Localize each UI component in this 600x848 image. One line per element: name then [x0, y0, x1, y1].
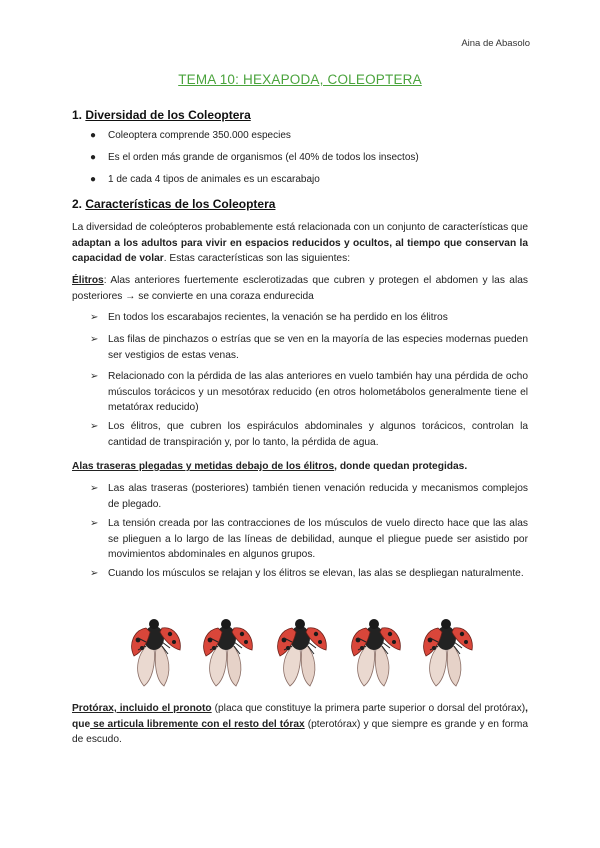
bullet-icon: ● — [90, 174, 97, 185]
arrow-bullet-icon: ➢ — [90, 483, 99, 494]
section2-intro: La diversidad de coleópteros probablemente está relacionada con un conjunto de características que adaptan a los adultos para vivir en espacios reducidos y ocultos, al tiempo que conservan la capacidad de volar. Estas características son las siguientes: — [72, 222, 528, 264]
list-item: ➢ La tensión creada por las contracciones de los músculos de vuelo directo hace que las alas se plieguen a lo largo de las líneas de debilidad, aunque el pliegue puede ser asistido por movimientos abdominales en algunos grupos. — [90, 518, 528, 560]
arrow-bullet-icon: ➢ — [90, 518, 99, 529]
arrow-bullet-icon: ➢ — [90, 334, 99, 345]
arrow-bullet-icon: ➢ — [90, 371, 99, 382]
alas-term: Alas traseras plegadas y metidas debajo de los élitros — [72, 461, 335, 472]
ladybug-stage-5 — [424, 619, 473, 686]
list-item: ➢ Los élitros, que cubren los espiráculos abdominales y algunos torácicos, controlan la cantidad de transpiración y, por lo tanto, la pérdida de agua. — [90, 421, 528, 448]
list-item: ● Coleoptera comprende 350.000 especies — [90, 130, 291, 141]
ladybug-stage-1 — [132, 619, 181, 686]
bullet-icon: ● — [90, 130, 97, 141]
list-item: ➢ Las alas traseras (posteriores) también tienen venación reducida y mecanismos complejos de plegado. — [90, 483, 528, 510]
list-item: ➢ Las filas de pinchazos o estrías que se ven en la mayoría de las especies modernas pueden ser vestigios de estas venas. — [90, 334, 528, 361]
elitros-definition: Élitros: Alas anteriores fuertemente esclerotizadas que cubren y protegen el abdomen y las alas posteriores → se convierte en una coraza endurecida — [72, 275, 528, 302]
articulation-term: se articula libremente con el resto del tórax — [90, 718, 305, 730]
arrow-bullet-icon: ➢ — [90, 312, 99, 323]
protorax-term: Protórax, incluido el pronoto — [72, 703, 212, 714]
section2-title: Características de los Coleoptera — [85, 197, 276, 211]
list-item: ● 1 de cada 4 tipos de animales es un escarabajo — [90, 174, 320, 185]
section2-number: 2. — [72, 197, 83, 211]
list-item: ➢ Relacionado con la pérdida de las alas anteriores en vuelo también hay una pérdida de ocho músculos torácicos y un mesotórax reducido (en otros holometábolos generalmente tiene el metatórax reducido) — [90, 371, 528, 413]
section1-number: 1. — [72, 108, 83, 122]
list-item: ➢ En todos los escarabajos recientes, la venación se ha perdido en los élitros — [90, 310, 528, 326]
author-name: Aina de Abasolo — [461, 38, 530, 49]
arrow-bullet-icon: ➢ — [90, 421, 99, 432]
alas-heading: Alas traseras plegadas y metidas debajo de los élitros, donde quedan protegidas. — [72, 461, 468, 472]
ladybug-wing-sequence-illustration — [124, 608, 484, 690]
elitros-term: Élitros — [72, 275, 104, 286]
list-item: ● Es el orden más grande de organismos (el 40% de todos los insectos) — [90, 152, 419, 163]
ladybug-stage-2 — [204, 619, 253, 686]
protorax-paragraph: Protórax, incluido el pronoto (placa que constituye la primera parte superior o dorsal del protórax), que se articula libremente con el resto del tórax (pterotórax) y que siempre es grande y en forma de escudo. — [72, 703, 529, 745]
section1-heading — [72, 108, 251, 122]
section1-title: Diversidad de los Coleoptera — [85, 108, 251, 122]
page-title: TEMA 10: HEXAPODA, COLEOPTERA — [178, 72, 422, 87]
ladybug-stage-4 — [352, 619, 401, 686]
section2-heading — [72, 197, 275, 211]
list-item: ➢ Cuando los músculos se relajan y los élitros se elevan, las alas se despliegan naturalmente. — [90, 566, 528, 582]
arrow-bullet-icon: ➢ — [90, 568, 99, 579]
ladybug-stage-3 — [278, 619, 327, 686]
bullet-icon: ● — [90, 152, 97, 163]
